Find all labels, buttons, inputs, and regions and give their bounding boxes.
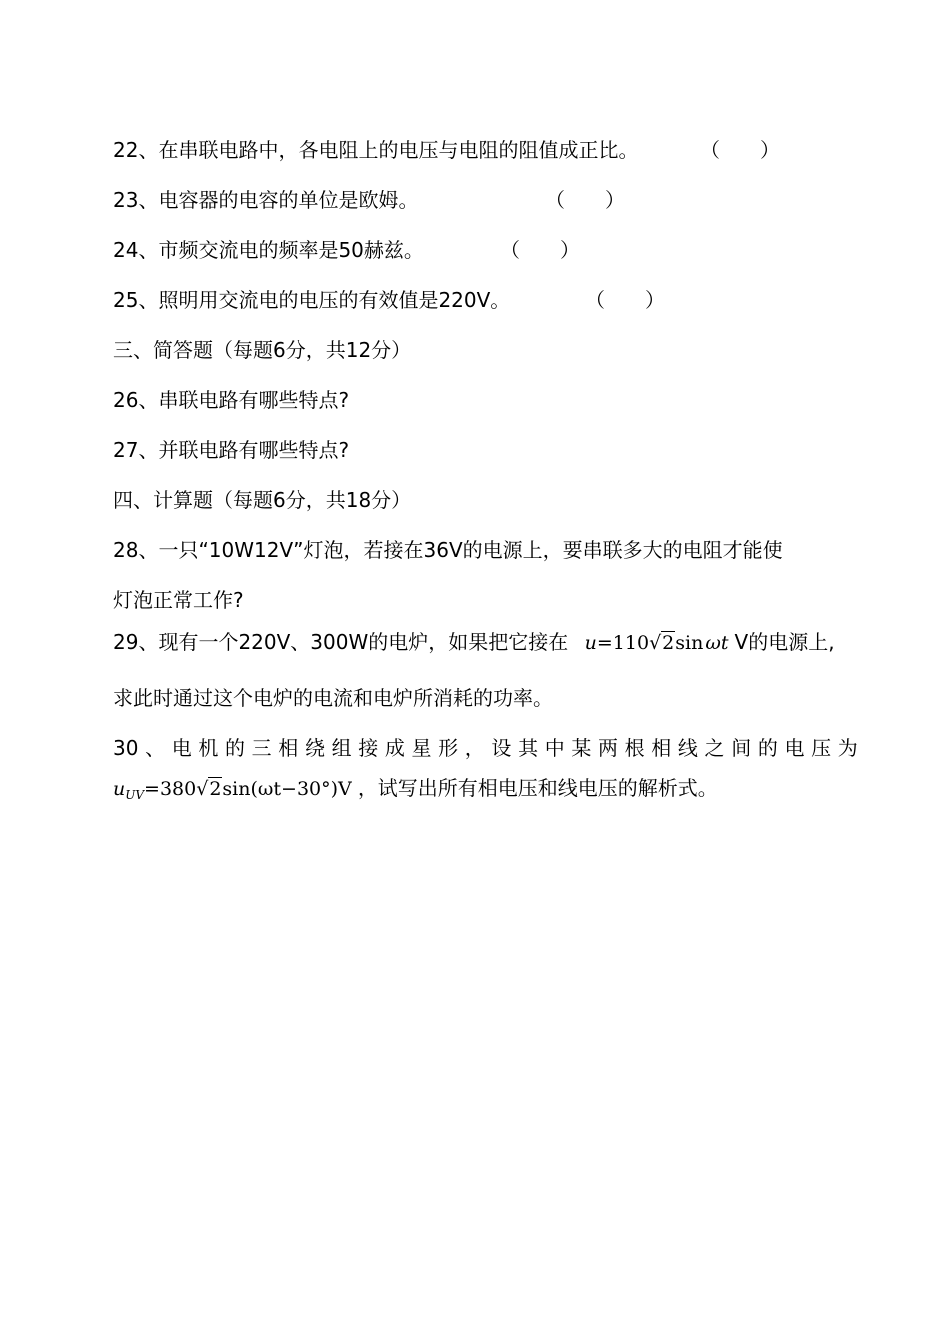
q30-word: 根	[624, 736, 645, 760]
q29-formula-eq: =110	[596, 632, 650, 654]
q30-word: 线	[677, 736, 698, 760]
sqrt-symbol: √2	[196, 778, 222, 800]
q30-word: 相	[651, 736, 672, 760]
q30-word: 其	[518, 736, 539, 760]
q30-word: 设	[491, 736, 512, 760]
q29-line-1	[113, 628, 835, 657]
q29-formula	[585, 632, 735, 654]
q29-line-2: 求此时通过这个电炉的电流和电炉所消耗的功率。	[113, 686, 553, 710]
q23-answer-paren: （ ）	[545, 188, 625, 212]
q30-word: 、	[145, 736, 166, 760]
q30-word: 压	[811, 736, 832, 760]
q30-word: 的	[757, 736, 778, 760]
q30-formula-root: 2	[209, 778, 222, 800]
q30-word: 星	[411, 736, 432, 760]
sqrt-symbol: √2	[649, 632, 675, 654]
q30-line-1	[113, 734, 858, 762]
q30-formula-u: u	[113, 778, 126, 800]
q30-word: 三	[251, 736, 272, 760]
q30-word: 成	[384, 736, 405, 760]
q29-formula-wt: ωt	[705, 632, 729, 654]
q30-formula-rest: sin(ωt−30°)V	[222, 778, 352, 800]
q28-line-1: 28、一只“10W12V”灯泡，若接在36V的电源上，要串联多大的电阻才能使	[113, 538, 783, 562]
q30-word: 30	[113, 736, 139, 760]
q30-word: 之	[704, 736, 725, 760]
q30-word: 的	[225, 736, 246, 760]
section-4-heading: 四、计算题（每题6分，共18分）	[113, 488, 412, 512]
q29-formula-u: u	[584, 632, 597, 654]
q24-answer-paren: （ ）	[500, 238, 580, 262]
q30-formula-sub: UV	[125, 788, 145, 802]
q30-word: 机	[198, 736, 219, 760]
q29-formula-root: 2	[662, 632, 675, 654]
q30-word: 组	[331, 736, 352, 760]
q30-word: 电	[784, 736, 805, 760]
q23: 23、电容器的电容的单位是欧姆。	[113, 188, 419, 212]
q30-word: 电	[171, 736, 192, 760]
q30-word: 相	[278, 736, 299, 760]
q28-line-2: 灯泡正常工作?	[113, 588, 244, 612]
q30-line-2	[113, 774, 718, 809]
q25-answer-paren: （ ）	[585, 288, 665, 312]
q24: 24、市频交流电的频率是50赫兹。	[113, 238, 424, 262]
q30-formula-eq: =380	[144, 778, 197, 800]
q30-word: 为	[837, 736, 858, 760]
q30-formula	[113, 778, 358, 800]
q30-word: 接	[358, 736, 379, 760]
section-3-heading: 三、简答题（每题6分，共12分）	[113, 338, 412, 362]
q30-word: 两	[597, 736, 618, 760]
q30-word: 间	[731, 736, 752, 760]
q30-word: 绕	[304, 736, 325, 760]
q25: 25、照明用交流电的电压的有效值是220V。	[113, 288, 511, 312]
q22-answer-paren: （ ）	[700, 138, 780, 162]
q29-formula-sin: sin	[675, 632, 704, 654]
q26: 26、串联电路有哪些特点?	[113, 388, 350, 412]
q30-word: 某	[571, 736, 592, 760]
q30-word: 形	[438, 736, 459, 760]
q30-text-post: ，试写出所有相电压和线电压的解析式。	[357, 776, 718, 800]
q27: 27、并联电路有哪些特点?	[113, 438, 350, 462]
q30-word: 中	[544, 736, 565, 760]
q29-text-pre: 29、现有一个220V、300W的电炉，如果把它接在	[113, 630, 569, 654]
q30-word: ，	[464, 736, 485, 760]
q22: 22、在串联电路中，各电阻上的电压与电阻的阻值成正比。	[113, 138, 639, 162]
q29-text-post: V的电源上,	[734, 630, 835, 654]
